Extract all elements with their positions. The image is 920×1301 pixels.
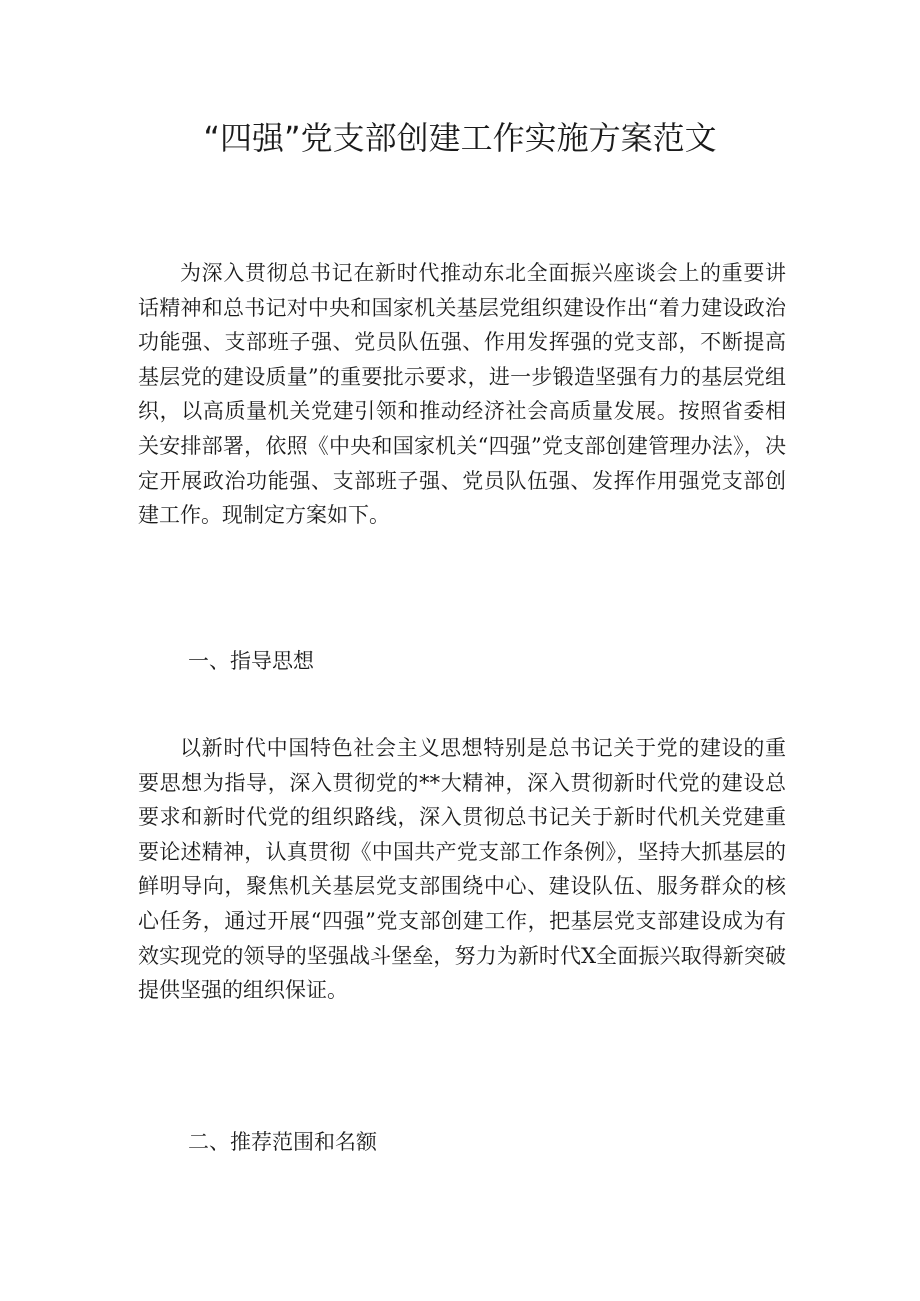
section-heading-scope-and-quota: 二、推荐范围和名额 [188, 1130, 377, 1154]
intro-paragraph: 为深入贯彻总书记在新时代推动东北全面振兴座谈会上的重要讲话精神和总书记对中央和国家机关基层党组织建设作出“着力建设政治功能强、支部班子强、党员队伍强、作用发挥强的党支部，不断提高基层党的建设质量”的重要批示要求，进一步锻造坚强有力的基层党组织，以高质量机关党建引领和推动经济社会高质量发展。按照省委相关安排部署，依照《中央和国家机关“四强”党支部创建管理办法》，决定开展政治功能强、支部班子强、党员队伍强、发挥作用强党支部创建工作。现制定方案如下。 [138, 261, 786, 528]
document-title: “四强”党支部创建工作实施方案范文 [203, 119, 717, 157]
section-heading-guiding-ideology: 一、指导思想 [188, 649, 314, 673]
guiding-ideology-paragraph: 以新时代中国特色社会主义思想特别是总书记关于党的建设的重要思想为指导，深入贯彻党的**大精神，深入贯彻新时代党的建设总要求和新时代党的组织路线，深入贯彻总书记关于新时代机关党建重要论述精神，认真贯彻《中国共产党支部工作条例》，坚持大抓基层的鲜明导向，聚焦机关基层党支部围绕中心、建设队伍、服务群众的核心任务，通过开展“四强”党支部创建工作，把基层党支部建设成为有效实现党的领导的坚强战斗堡垒，努力为新时代X全面振兴取得新突破提供坚强的组织保证。 [138, 736, 786, 1003]
